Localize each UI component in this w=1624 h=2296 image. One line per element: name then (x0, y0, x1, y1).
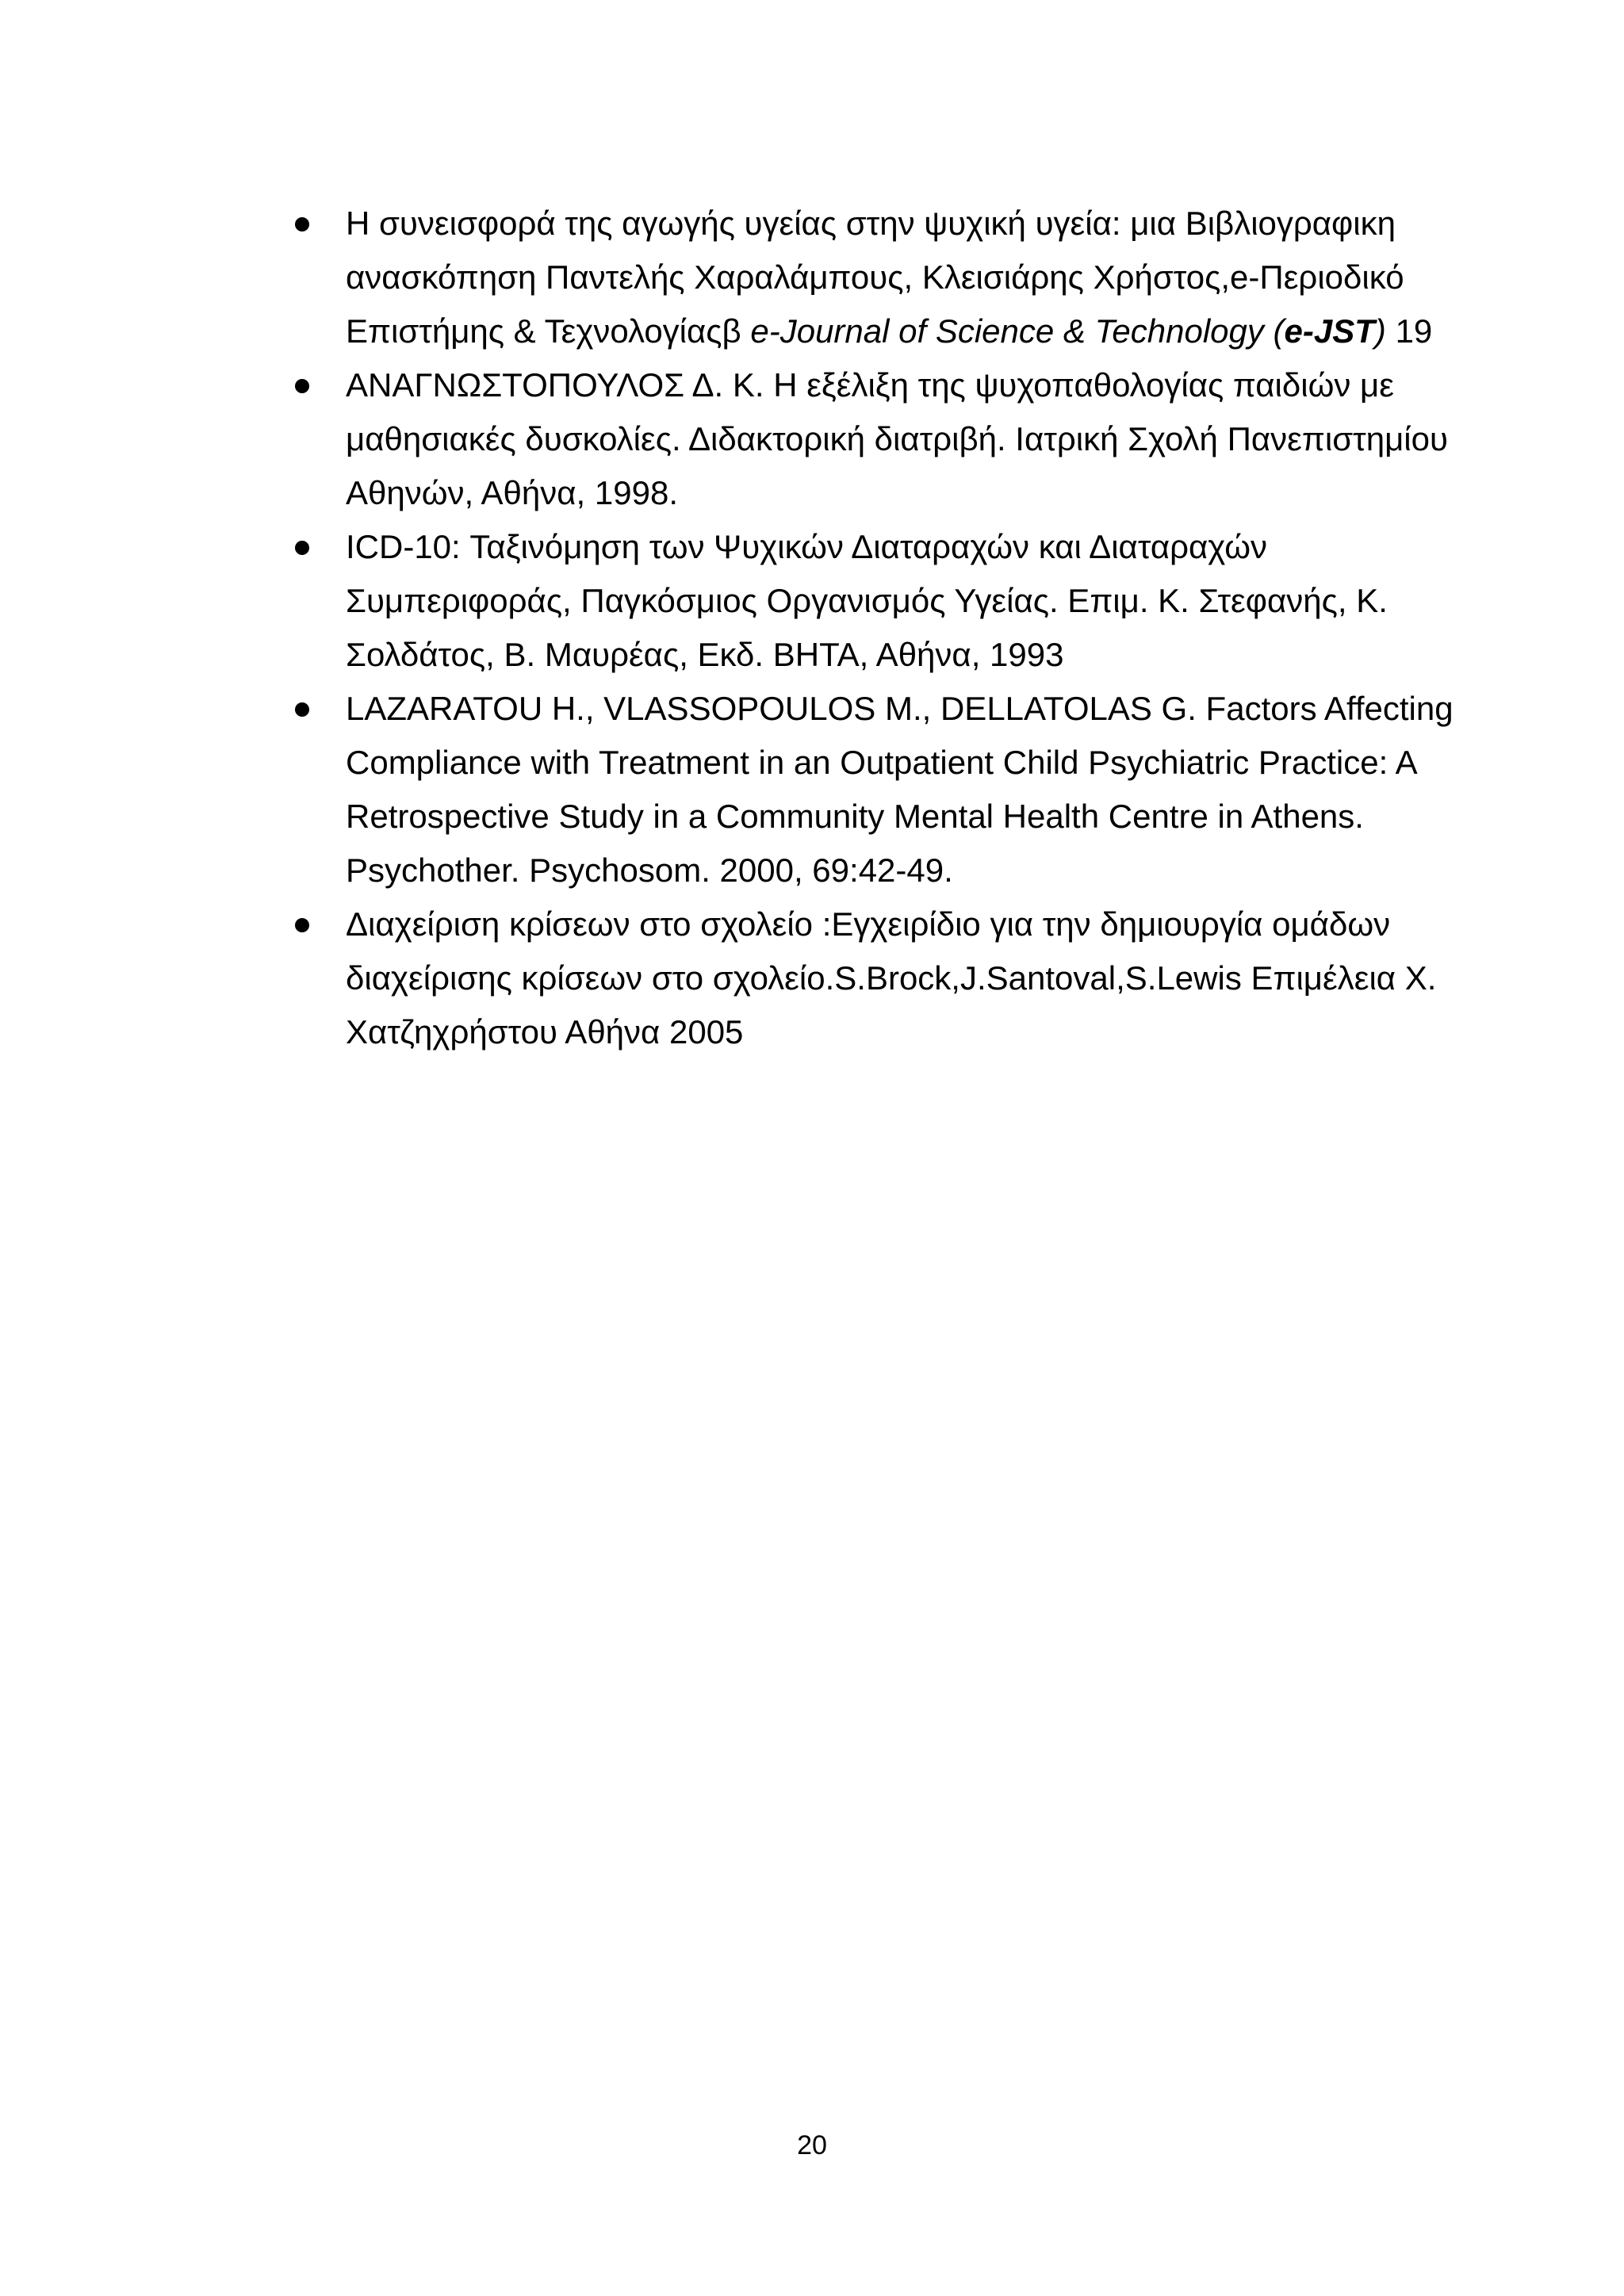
reference-item (295, 682, 1500, 897)
journal-title-close: ) (1374, 312, 1386, 350)
reference-item (295, 358, 1500, 520)
page-number: 20 (797, 2130, 827, 2160)
reference-text: ICD-10: Ταξινόμηση των Ψυχικών Διαταραχών και Διαταραχών Συμπεριφοράς, Παγκόσμιος Οργανισμός Υγείας. Επιμ. Κ. Στεφανής, Κ. Σολδάτος, Β. Μαυρέας, Εκδ. ΒΗΤΑ, Αθήνα, 1993 (346, 528, 1388, 673)
reference-item (295, 197, 1500, 358)
reference-item (295, 897, 1500, 1059)
reference-text (346, 205, 1432, 350)
reference-text: LAZARATOU H., VLASSOPOULOS M., DELLATOLAS G. Factors Affecting Compliance with Treatment in an Outpatient Child Psychiatric Practice: A Retrospective Study in a Community Mental Health Centre in Athens. Psychother. Psychosom. 2000, 69:42-49. (346, 690, 1454, 889)
reference-item (295, 520, 1500, 682)
journal-abbreviation: e-JST (1284, 312, 1375, 350)
reference-text: Διαχείριση κρίσεων στο σχολείο :Εγχειρίδιο για την δημιουργία ομάδων διαχείρισης κρίσεων στο σχολείο.S.Brock,J.Santoval,S.Lewis Επιμέλεια Χ. Χατζηχρήστου Αθήνα 2005 (346, 905, 1437, 1050)
bullet-icon (295, 379, 309, 393)
bullet-icon (295, 541, 309, 555)
bullet-icon (295, 217, 309, 232)
reference-segment: 19 (1385, 312, 1433, 350)
reference-text: ΑΝΑΓΝΩΣΤΟΠΟΥΛΟΣ Δ. Κ. Η εξέλιξη της ψυχοπαθολογίας παιδιών με μαθησιακές δυσκολίες. Διδακτορική διατριβή. Ιατρική Σχολή Πανεπιστημίου Αθηνών, Αθήνα, 1998. (346, 366, 1448, 511)
bullet-icon (295, 918, 309, 932)
bullet-icon (295, 702, 309, 717)
reference-segment: Η συνεισφορά της αγωγής υγείας στην ψυχική υγεία: μια Βιβλιογραφικη ανασκόπηση Παντελής Χαραλάμπους, Κλεισιάρης Χρήστος,e-Περιοδικό Επιστήμης & Τεχνολογίαςβ (346, 205, 1404, 350)
journal-title: e-Journal of Science & Technology ( (750, 312, 1285, 350)
reference-list (295, 197, 1500, 1059)
